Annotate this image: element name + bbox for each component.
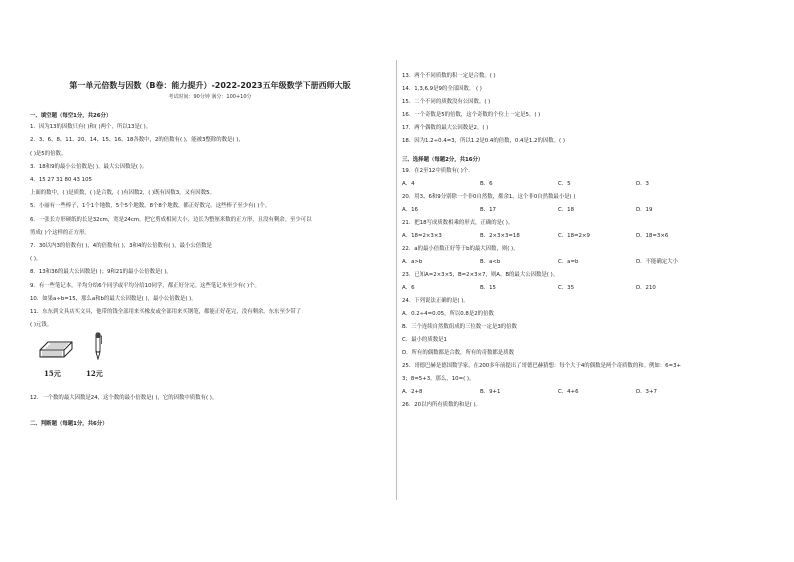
option: D．18=3×6 xyxy=(636,233,669,240)
option: C．4+6 xyxy=(558,389,579,396)
option-row xyxy=(402,386,772,399)
option: C．18 xyxy=(558,207,575,214)
column-divider xyxy=(396,60,397,500)
option: B．6 xyxy=(480,181,493,188)
option: D．210 xyxy=(636,285,656,292)
option-row xyxy=(402,256,772,269)
option: B．15 xyxy=(480,285,496,292)
question-line: ( )。 xyxy=(30,256,42,263)
option-row xyxy=(402,178,772,191)
option: A．16 xyxy=(402,207,418,214)
question-line: 9．有一些笔记本，平均分给6个同学或平均分给10同学，都正好分完。这些笔记本至少有( )个。 xyxy=(30,282,260,289)
eraser-icon xyxy=(38,340,74,358)
question-line: 19．在2至12中质数有( )个. xyxy=(402,168,470,175)
option: A．0.2÷4=0.05，所以0.8是2的倍数 xyxy=(402,311,494,318)
question-line: 18．因为1.2÷0.4=3，所以1.2是0.4的倍数，0.4是1.2的因数。( ) xyxy=(402,137,565,144)
option: A．18=2×3×3 xyxy=(402,233,442,240)
option: B．三个连续自然数组成的三位数一定是3的倍数 xyxy=(402,324,517,331)
pen-icon xyxy=(93,332,103,360)
right-column xyxy=(402,70,772,412)
option: B．a<b xyxy=(480,259,501,266)
left-column xyxy=(30,70,390,429)
question-line: 25．哥德巴赫是德国数学家，在200多年前提出了哥德巴赫猜想：每个大于4的偶数是两个奇质数的和。例如：6=3+ xyxy=(402,363,682,370)
question-line: 3．18和9的最小公倍数是( )，最大公因数是( )。 xyxy=(30,163,148,170)
question-line: 6．一张长方形硬纸的长是32cm，宽是24cm。把它剪成相同大小、边长为整厘米数的正方形，且没有剩余。至少可以 xyxy=(30,216,312,223)
question-line: 12．一个数的最大因数是24，这个数的最小倍数是( )，它的因数中质数有( )。 xyxy=(30,395,218,402)
eraser-price: 15元 xyxy=(44,369,61,379)
question-line: 21．把18写成质数相乘的形式，正确的是( )。 xyxy=(402,220,514,227)
question-line: ( )是5的倍数。 xyxy=(30,150,67,157)
exam-info: 考试时间：90分钟 满分：100+10分 xyxy=(168,94,252,100)
question-line: 7．30以内3的倍数有( )，4的倍数有( )，3和4的公倍数有( )，最小公倍数是 xyxy=(30,242,212,249)
option: D．19 xyxy=(636,207,653,214)
stationery-illustration xyxy=(30,332,390,392)
question-line: 15．二个不同的质数没有公因数。( ) xyxy=(402,98,491,105)
page-title: 第一单元倍数与因数（B卷：能力提升）-2022-2023五年级数学下册西师大版 xyxy=(69,81,351,90)
question-line: 26．20以内所有质数的和是( )。 xyxy=(402,402,481,409)
option-row xyxy=(402,230,772,243)
section-judge: 二、判断题（每题1分，共6分） xyxy=(30,420,108,427)
question-line: 1．因为13的因数只有( )和( )两个，所以13是( )。 xyxy=(30,124,152,131)
option: D．3 xyxy=(636,181,649,188)
option: C．最小的质数是1 xyxy=(402,337,447,344)
option: A．a>b xyxy=(402,259,423,266)
option: C．a=b xyxy=(558,259,579,266)
question-line: 8．13和36的最大公因数是( )；9和21的最小公倍数是( )。 xyxy=(30,269,172,276)
question-line: 23．已知A=2×3×5，B=2×3×7，则A、B的最大公因数是( )。 xyxy=(402,272,559,279)
question-line: 14．1,3,6,9是9的全部因数。 ( ) xyxy=(402,85,482,92)
question-line: 3；8=5+3。那么，10=( )。 xyxy=(402,376,475,383)
question-line: 24．下列说法正确的是( )。 xyxy=(402,298,469,305)
option: B．9+1 xyxy=(480,389,501,396)
question-line: 17．两个偶数的最大公因数是2。( ) xyxy=(402,124,489,131)
option: D．所有的偶数都是合数，所有的奇数都是质数 xyxy=(402,350,514,357)
question-line: ( )元钱。 xyxy=(30,322,53,329)
option: A．2+8 xyxy=(402,389,423,396)
question-line: 22．a的最小倍数正好等于b的最大因数，则( )。 xyxy=(402,246,519,253)
question-line: 20．用3、6和9分别除一个非0自然数，都余1，这个非0自然数最小是( ) xyxy=(402,194,576,201)
question-line: 5．小丽有一些棒子，1个1个地数，5个5个地数，8个8个地数，都正好数完。这些棒子至少有( )个。 xyxy=(30,203,271,210)
question-line: 16．一个奇数是5的倍数，这个奇数的个位上一定是5。( ) xyxy=(402,111,541,118)
question-line: 4．15 27 31 80 43 105 xyxy=(30,177,92,184)
section-fill-in: 一、填空题（每空1分，共26分） xyxy=(30,113,112,119)
question-line: 10．如果a÷b=15，那么a和b的最大公因数是( )，最小公倍数是( )。 xyxy=(30,295,197,302)
option: D．不能确定大小 xyxy=(636,259,678,266)
option: A．4 xyxy=(402,181,415,188)
question-line: 剪成( )个这样的正方形。 xyxy=(30,229,90,236)
option: B．17 xyxy=(480,207,496,214)
option: C．5 xyxy=(558,181,571,188)
question-line: 上面的数中，( )是质数，( )是合数，( )有因数2，( )既有因数3，又有因数5。 xyxy=(30,190,215,197)
question-line: 2．3、6、8、11、20、14、15、16、18各数中，2的倍数有( )，能被3整除的数是( )， xyxy=(30,137,244,144)
option: C．18=2×9 xyxy=(558,233,590,240)
question-line: 13．两个不同质数的积一定是合数。( ) xyxy=(402,72,496,79)
question-line: 11．东东到文具店买文具，他带的钱全部用来买橡皮或全部用来买钢笔，都能正好花完，没有剩余。东东至少带了 xyxy=(30,308,302,315)
option-row xyxy=(402,282,772,295)
option: C．35 xyxy=(558,285,575,292)
pen-price: 12元 xyxy=(86,369,103,379)
option-row xyxy=(402,204,772,217)
section-choice: 三、选择题（每题2分，共16分） xyxy=(402,157,484,163)
option: B．2×3×3=18 xyxy=(480,233,520,240)
option: D．3+7 xyxy=(636,389,657,396)
option: A．6 xyxy=(402,285,415,292)
